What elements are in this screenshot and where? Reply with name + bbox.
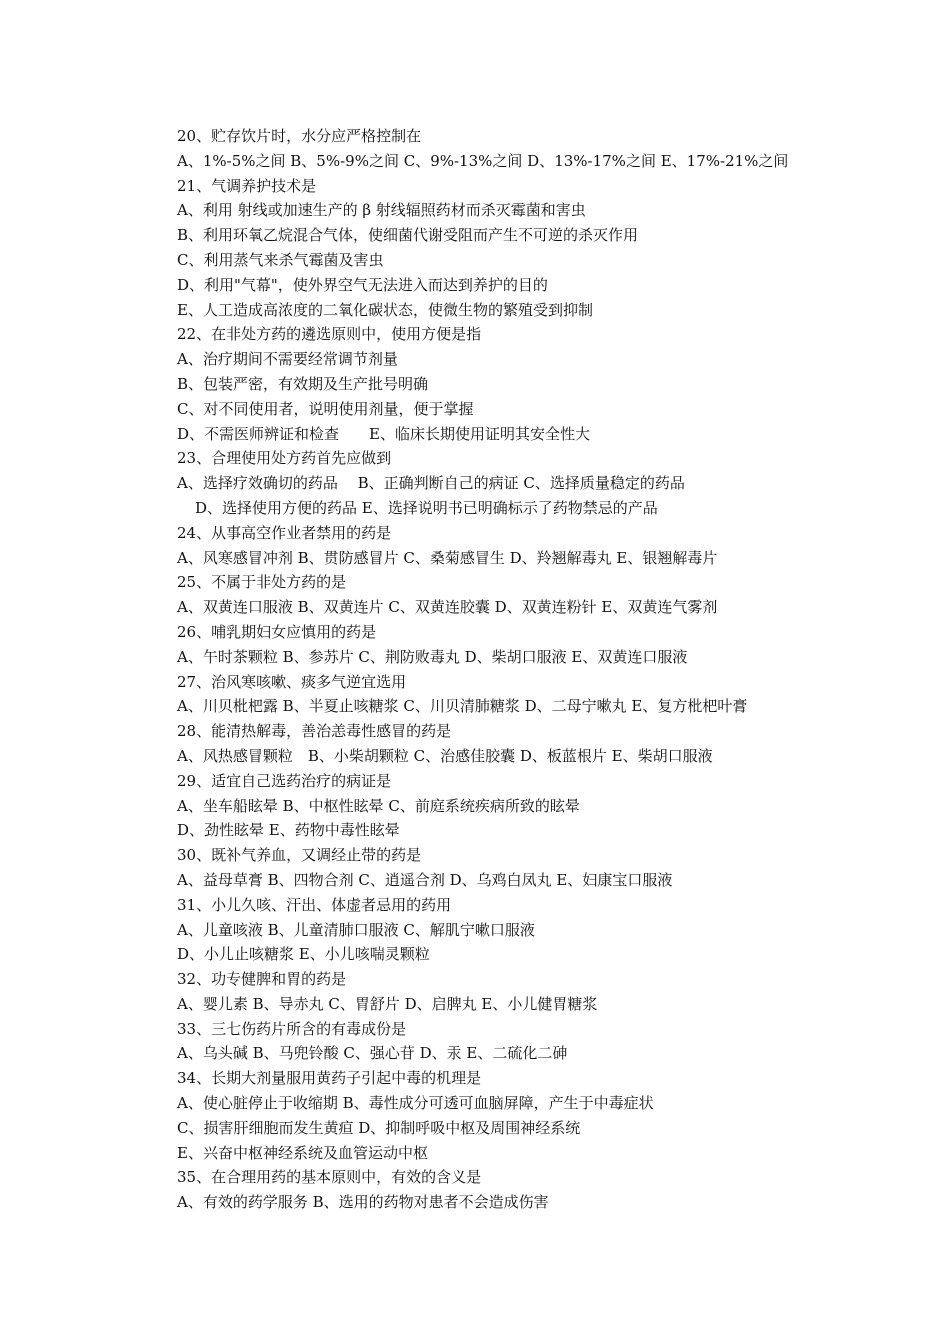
text-line: A、乌头碱 B、马兜铃酸 C、强心苷 D、汞 E、二硫化二砷 <box>177 1044 568 1063</box>
text-line: A、川贝枇杷露 B、半夏止咳糖浆 C、川贝清肺糖浆 D、二母宁嗽丸 E、复方枇杷叶膏 <box>177 697 748 716</box>
text-line: A、午时茶颗粒 B、参苏片 C、荆防败毒丸 D、柴胡口服液 E、双黄连口服液 <box>177 647 688 666</box>
text-line: A、使心脏停止于收缩期 B、毒性成分可透可血脑屏障，产生于中毒症状 <box>177 1094 654 1113</box>
text-line: D、小儿止咳糖浆 E、小儿咳喘灵颗粒 <box>177 945 430 964</box>
text-line: C、损害肝细胞而发生黄疸 D、抑制呼吸中枢及周围神经系统 <box>177 1118 581 1137</box>
text-line: A、治疗期间不需要经常调节剂量 <box>177 350 398 369</box>
text-line: 32、功专健脾和胃的药是 <box>177 970 347 989</box>
text-line: 31、小儿久咳、汗出、体虚者忌用的药用 <box>177 895 452 914</box>
text-line: 29、适宜自己选药治疗的病证是 <box>177 771 392 790</box>
question-list <box>177 124 917 1215</box>
text-line: B、利用环氧乙烷混合气体，使细菌代谢受阻而产生不可逆的杀灭作用 <box>177 226 639 245</box>
text-line: A、有效的药学服务 B、选用的药物对患者不会造成伤害 <box>177 1193 549 1212</box>
text-line: 21、气调养护技术是 <box>177 176 317 195</box>
text-line: 20、贮存饮片时，水分应严格控制在 <box>177 127 422 145</box>
text-line: 35、在合理用药的基本原则中，有效的含义是 <box>177 1168 482 1187</box>
text-line: A、风热感冒颗粒 B、小柴胡颗粒 C、治感佳胶囊 D、板蓝根片 E、柴胡口服液 <box>177 746 713 765</box>
text-line: 24、从事高空作业者禁用的药是 <box>177 523 392 542</box>
text-line: D、劲性眩晕 E、药物中毒性眩晕 <box>177 821 400 840</box>
text-line: 25、不属于非处方药的是 <box>177 573 347 592</box>
text-line: A、儿童咳液 B、儿童清肺口服液 C、解肌宁嗽口服液 <box>177 920 535 939</box>
text-line: A、利用 射线或加速生产的 β 射线辐照药材而杀灭霉菌和害虫 <box>177 201 586 220</box>
text-line: 34、长期大剂量服用黄药子引起中毒的机理是 <box>177 1069 482 1088</box>
text-line: C、利用蒸气来杀气霉菌及害虫 <box>177 250 384 269</box>
text-line: A、双黄连口服液 B、双黄连片 C、双黄连胶囊 D、双黄连粉针 E、双黄连气雾剂 <box>177 598 718 617</box>
text-line: 27、治风寒咳嗽、痰多气逆宜选用 <box>177 672 407 691</box>
text-line: D、不需医师辨证和检查 E、临床长期使用证明其安全性大 <box>177 424 590 443</box>
text-line: 26、哺乳期妇女应慎用的药是 <box>177 622 377 641</box>
text-line: A、婴儿素 B、导赤丸 C、胃舒片 D、启脾丸 E、小儿健胃糖浆 <box>177 994 598 1013</box>
text-line: A、益母草膏 B、四物合剂 C、逍遥合剂 D、乌鸡白凤丸 E、妇康宝口服液 <box>177 870 673 889</box>
text-line: 30、既补气养血，又调经止带的药是 <box>177 846 422 865</box>
text-line: A、风寒感冒冲剂 B、贯防感冒片 C、桑菊感冒生 D、羚翘解毒丸 E、银翘解毒片 <box>177 548 718 567</box>
text-line: D、选择使用方便的药品 E、选择说明书已明确标示了药物禁忌的产品 <box>195 498 658 517</box>
text-line: 23、合理使用处方药首先应做到 <box>177 449 392 468</box>
text-line: 28、能清热解毒，善治恙毒性感冒的药是 <box>177 722 452 741</box>
text-line: A、1%-5%之间 B、5%-9%之间 C、9%-13%之间 D、13%-17%之间 E、17%-21%之间 <box>177 151 789 170</box>
text-line: A、选择疗效确切的药品 B、正确判断自己的病证 C、选择质量稳定的药品 <box>177 474 685 493</box>
text-line: E、兴奋中枢神经系统及血管运动中枢 <box>177 1143 428 1162</box>
text-line: 22、在非处方药的遴选原则中，使用方便是指 <box>177 325 482 344</box>
text-line: 33、三七伤药片所含的有毒成份是 <box>177 1019 407 1038</box>
text-line: E、人工造成高浓度的二氧化碳状态，使微生物的繁殖受到抑制 <box>177 300 593 319</box>
text-line: C、对不同使用者，说明使用剂量，便于掌握 <box>177 399 474 418</box>
text-line: D、利用"气幕"，使外界空气无法进入而达到养护的目的 <box>177 275 548 294</box>
text-line: A、坐车船眩晕 B、中枢性眩晕 C、前庭系统疾病所致的眩晕 <box>177 796 580 815</box>
text-line: B、包装严密，有效期及生产批号明确 <box>177 374 429 393</box>
